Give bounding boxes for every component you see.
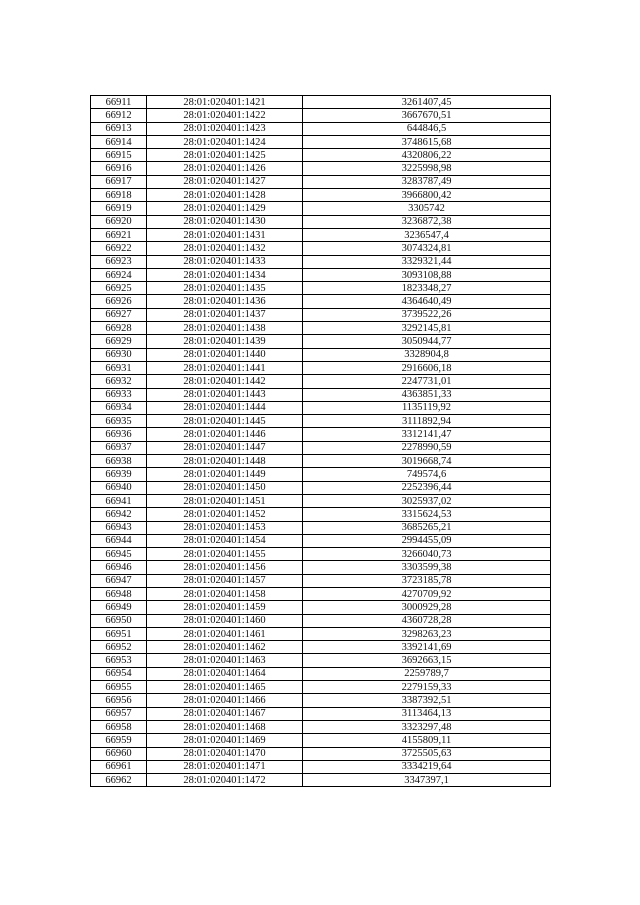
value-cell: 3329321,44: [303, 255, 551, 268]
table-row: [91, 228, 551, 241]
value-cell: 644846,5: [303, 122, 551, 135]
row-number-cell: 66943: [91, 521, 147, 534]
value-cell: 3685265,21: [303, 521, 551, 534]
cadastral-number-cell: 28:01:020401:1434: [147, 268, 303, 281]
cadastral-number-cell: 28:01:020401:1447: [147, 441, 303, 454]
value-cell: 4155809,11: [303, 734, 551, 747]
value-cell: 749574,6: [303, 468, 551, 481]
table-row: [91, 375, 551, 388]
table-row: [91, 627, 551, 640]
row-number-cell: 66960: [91, 747, 147, 760]
cadastral-number-cell: 28:01:020401:1428: [147, 189, 303, 202]
value-cell: 3283787,49: [303, 175, 551, 188]
value-cell: 1823348,27: [303, 282, 551, 295]
table-row: [91, 149, 551, 162]
cadastral-number-cell: 28:01:020401:1426: [147, 162, 303, 175]
row-number-cell: 66926: [91, 295, 147, 308]
cadastral-number-cell: 28:01:020401:1456: [147, 561, 303, 574]
cadastral-number-cell: 28:01:020401:1436: [147, 295, 303, 308]
value-cell: 3019668,74: [303, 455, 551, 468]
value-cell: 2259789,7: [303, 667, 551, 680]
cadastral-number-cell: 28:01:020401:1448: [147, 455, 303, 468]
row-number-cell: 66962: [91, 774, 147, 787]
table-row: [91, 428, 551, 441]
row-number-cell: 66961: [91, 760, 147, 773]
row-number-cell: 66942: [91, 508, 147, 521]
row-number-cell: 66955: [91, 681, 147, 694]
cadastral-value-table: [90, 95, 551, 787]
value-cell: 3328904,8: [303, 348, 551, 361]
table-row: [91, 122, 551, 135]
table-row: [91, 282, 551, 295]
row-number-cell: 66941: [91, 494, 147, 507]
value-cell: 3392141,69: [303, 641, 551, 654]
value-cell: 3236547,4: [303, 228, 551, 241]
row-number-cell: 66927: [91, 308, 147, 321]
value-cell: 2916606,18: [303, 361, 551, 374]
cadastral-number-cell: 28:01:020401:1451: [147, 494, 303, 507]
value-cell: 3292145,81: [303, 322, 551, 335]
table-row: [91, 614, 551, 627]
table-row: [91, 508, 551, 521]
value-cell: 3025937,02: [303, 494, 551, 507]
row-number-cell: 66935: [91, 415, 147, 428]
table-row: [91, 268, 551, 281]
row-number-cell: 66932: [91, 375, 147, 388]
value-cell: 3334219,64: [303, 760, 551, 773]
cadastral-number-cell: 28:01:020401:1444: [147, 401, 303, 414]
table-row: [91, 694, 551, 707]
cadastral-number-cell: 28:01:020401:1437: [147, 308, 303, 321]
table-row: [91, 587, 551, 600]
row-number-cell: 66949: [91, 601, 147, 614]
row-number-cell: 66931: [91, 361, 147, 374]
table-row: [91, 175, 551, 188]
value-cell: 2279159,33: [303, 681, 551, 694]
table-row: [91, 734, 551, 747]
row-number-cell: 66915: [91, 149, 147, 162]
value-cell: 3667670,51: [303, 109, 551, 122]
value-cell: 3739522,26: [303, 308, 551, 321]
table-row: [91, 295, 551, 308]
cadastral-number-cell: 28:01:020401:1427: [147, 175, 303, 188]
table-row: [91, 681, 551, 694]
cadastral-number-cell: 28:01:020401:1429: [147, 202, 303, 215]
row-number-cell: 66914: [91, 135, 147, 148]
row-number-cell: 66950: [91, 614, 147, 627]
cadastral-number-cell: 28:01:020401:1445: [147, 415, 303, 428]
row-number-cell: 66947: [91, 574, 147, 587]
value-cell: 3966800,42: [303, 189, 551, 202]
cadastral-number-cell: 28:01:020401:1430: [147, 215, 303, 228]
row-number-cell: 66925: [91, 282, 147, 295]
row-number-cell: 66930: [91, 348, 147, 361]
cadastral-number-cell: 28:01:020401:1465: [147, 681, 303, 694]
row-number-cell: 66957: [91, 707, 147, 720]
row-number-cell: 66940: [91, 481, 147, 494]
value-cell: 3303599,38: [303, 561, 551, 574]
table-row: [91, 135, 551, 148]
row-number-cell: 66922: [91, 242, 147, 255]
row-number-cell: 66924: [91, 268, 147, 281]
value-cell: 3236872,38: [303, 215, 551, 228]
value-cell: 4363851,33: [303, 388, 551, 401]
row-number-cell: 66933: [91, 388, 147, 401]
table-row: [91, 162, 551, 175]
value-cell: 3723185,78: [303, 574, 551, 587]
cadastral-number-cell: 28:01:020401:1462: [147, 641, 303, 654]
row-number-cell: 66920: [91, 215, 147, 228]
row-number-cell: 66956: [91, 694, 147, 707]
cadastral-number-cell: 28:01:020401:1441: [147, 361, 303, 374]
value-cell: 3266040,73: [303, 548, 551, 561]
value-cell: 2247731,01: [303, 375, 551, 388]
value-cell: 4270709,92: [303, 587, 551, 600]
cadastral-number-cell: 28:01:020401:1472: [147, 774, 303, 787]
table-row: [91, 574, 551, 587]
table-row: [91, 189, 551, 202]
cadastral-number-cell: 28:01:020401:1459: [147, 601, 303, 614]
row-number-cell: 66934: [91, 401, 147, 414]
table-row: [91, 774, 551, 787]
cadastral-number-cell: 28:01:020401:1470: [147, 747, 303, 760]
row-number-cell: 66944: [91, 534, 147, 547]
cadastral-number-cell: 28:01:020401:1424: [147, 135, 303, 148]
cadastral-number-cell: 28:01:020401:1449: [147, 468, 303, 481]
value-cell: 3000929,28: [303, 601, 551, 614]
value-cell: 4360728,28: [303, 614, 551, 627]
row-number-cell: 66917: [91, 175, 147, 188]
row-number-cell: 66921: [91, 228, 147, 241]
table-row: [91, 322, 551, 335]
row-number-cell: 66948: [91, 587, 147, 600]
table-row: [91, 388, 551, 401]
row-number-cell: 66929: [91, 335, 147, 348]
cadastral-number-cell: 28:01:020401:1454: [147, 534, 303, 547]
table-row: [91, 441, 551, 454]
cadastral-number-cell: 28:01:020401:1423: [147, 122, 303, 135]
value-cell: 3113464,13: [303, 707, 551, 720]
table-row: [91, 760, 551, 773]
row-number-cell: 66946: [91, 561, 147, 574]
row-number-cell: 66919: [91, 202, 147, 215]
table-row: [91, 667, 551, 680]
row-number-cell: 66913: [91, 122, 147, 135]
cadastral-number-cell: 28:01:020401:1439: [147, 335, 303, 348]
table-row: [91, 335, 551, 348]
row-number-cell: 66911: [91, 96, 147, 109]
value-cell: 3225998,98: [303, 162, 551, 175]
table-row: [91, 455, 551, 468]
value-cell: 3312141,47: [303, 428, 551, 441]
value-cell: 3347397,1: [303, 774, 551, 787]
value-cell: 4364640,49: [303, 295, 551, 308]
value-cell: 3323297,48: [303, 720, 551, 733]
cadastral-number-cell: 28:01:020401:1433: [147, 255, 303, 268]
value-cell: 3315624,53: [303, 508, 551, 521]
cadastral-number-cell: 28:01:020401:1460: [147, 614, 303, 627]
row-number-cell: 66953: [91, 654, 147, 667]
value-cell: 3387392,51: [303, 694, 551, 707]
cadastral-number-cell: 28:01:020401:1469: [147, 734, 303, 747]
row-number-cell: 66928: [91, 322, 147, 335]
row-number-cell: 66951: [91, 627, 147, 640]
row-number-cell: 66937: [91, 441, 147, 454]
value-cell: 2278990,59: [303, 441, 551, 454]
table-row: [91, 494, 551, 507]
row-number-cell: 66916: [91, 162, 147, 175]
value-cell: 4320806,22: [303, 149, 551, 162]
table-row: [91, 534, 551, 547]
row-number-cell: 66936: [91, 428, 147, 441]
table-row: [91, 255, 551, 268]
cadastral-number-cell: 28:01:020401:1443: [147, 388, 303, 401]
table-row: [91, 641, 551, 654]
row-number-cell: 66912: [91, 109, 147, 122]
cadastral-number-cell: 28:01:020401:1435: [147, 282, 303, 295]
cadastral-number-cell: 28:01:020401:1438: [147, 322, 303, 335]
table-row: [91, 521, 551, 534]
cadastral-number-cell: 28:01:020401:1421: [147, 96, 303, 109]
value-cell: 3074324,81: [303, 242, 551, 255]
table-row: [91, 308, 551, 321]
row-number-cell: 66945: [91, 548, 147, 561]
table-row: [91, 96, 551, 109]
value-cell: 3298263,23: [303, 627, 551, 640]
table-row: [91, 401, 551, 414]
cadastral-number-cell: 28:01:020401:1471: [147, 760, 303, 773]
table-row: [91, 415, 551, 428]
value-cell: 1135119,92: [303, 401, 551, 414]
cadastral-number-cell: 28:01:020401:1463: [147, 654, 303, 667]
cadastral-number-cell: 28:01:020401:1452: [147, 508, 303, 521]
cadastral-number-cell: 28:01:020401:1455: [147, 548, 303, 561]
value-cell: 3305742: [303, 202, 551, 215]
cadastral-number-cell: 28:01:020401:1464: [147, 667, 303, 680]
cadastral-number-cell: 28:01:020401:1440: [147, 348, 303, 361]
cadastral-number-cell: 28:01:020401:1442: [147, 375, 303, 388]
table-row: [91, 481, 551, 494]
row-number-cell: 66918: [91, 189, 147, 202]
table-row: [91, 215, 551, 228]
cadastral-number-cell: 28:01:020401:1461: [147, 627, 303, 640]
cadastral-number-cell: 28:01:020401:1453: [147, 521, 303, 534]
cadastral-number-cell: 28:01:020401:1425: [147, 149, 303, 162]
value-cell: 2994455,09: [303, 534, 551, 547]
value-cell: 3093108,88: [303, 268, 551, 281]
row-number-cell: 66959: [91, 734, 147, 747]
row-number-cell: 66958: [91, 720, 147, 733]
value-cell: 2252396,44: [303, 481, 551, 494]
cadastral-number-cell: 28:01:020401:1457: [147, 574, 303, 587]
cadastral-number-cell: 28:01:020401:1450: [147, 481, 303, 494]
cadastral-number-cell: 28:01:020401:1458: [147, 587, 303, 600]
table-row: [91, 601, 551, 614]
table-body: [91, 96, 551, 787]
value-cell: 3111892,94: [303, 415, 551, 428]
table-row: [91, 242, 551, 255]
table-row: [91, 720, 551, 733]
table-row: [91, 348, 551, 361]
value-cell: 3692663,15: [303, 654, 551, 667]
cadastral-number-cell: 28:01:020401:1432: [147, 242, 303, 255]
value-cell: 3725505,63: [303, 747, 551, 760]
table-row: [91, 202, 551, 215]
table-row: [91, 747, 551, 760]
cadastral-number-cell: 28:01:020401:1468: [147, 720, 303, 733]
row-number-cell: 66954: [91, 667, 147, 680]
row-number-cell: 66939: [91, 468, 147, 481]
table-row: [91, 707, 551, 720]
value-cell: 3050944,77: [303, 335, 551, 348]
value-cell: 3261407,45: [303, 96, 551, 109]
value-cell: 3748615,68: [303, 135, 551, 148]
cadastral-number-cell: 28:01:020401:1422: [147, 109, 303, 122]
row-number-cell: 66938: [91, 455, 147, 468]
cadastral-number-cell: 28:01:020401:1466: [147, 694, 303, 707]
table-row: [91, 109, 551, 122]
table-row: [91, 561, 551, 574]
row-number-cell: 66923: [91, 255, 147, 268]
row-number-cell: 66952: [91, 641, 147, 654]
table-row: [91, 654, 551, 667]
table-row: [91, 468, 551, 481]
cadastral-number-cell: 28:01:020401:1446: [147, 428, 303, 441]
table-row: [91, 548, 551, 561]
cadastral-number-cell: 28:01:020401:1467: [147, 707, 303, 720]
cadastral-number-cell: 28:01:020401:1431: [147, 228, 303, 241]
table-row: [91, 361, 551, 374]
